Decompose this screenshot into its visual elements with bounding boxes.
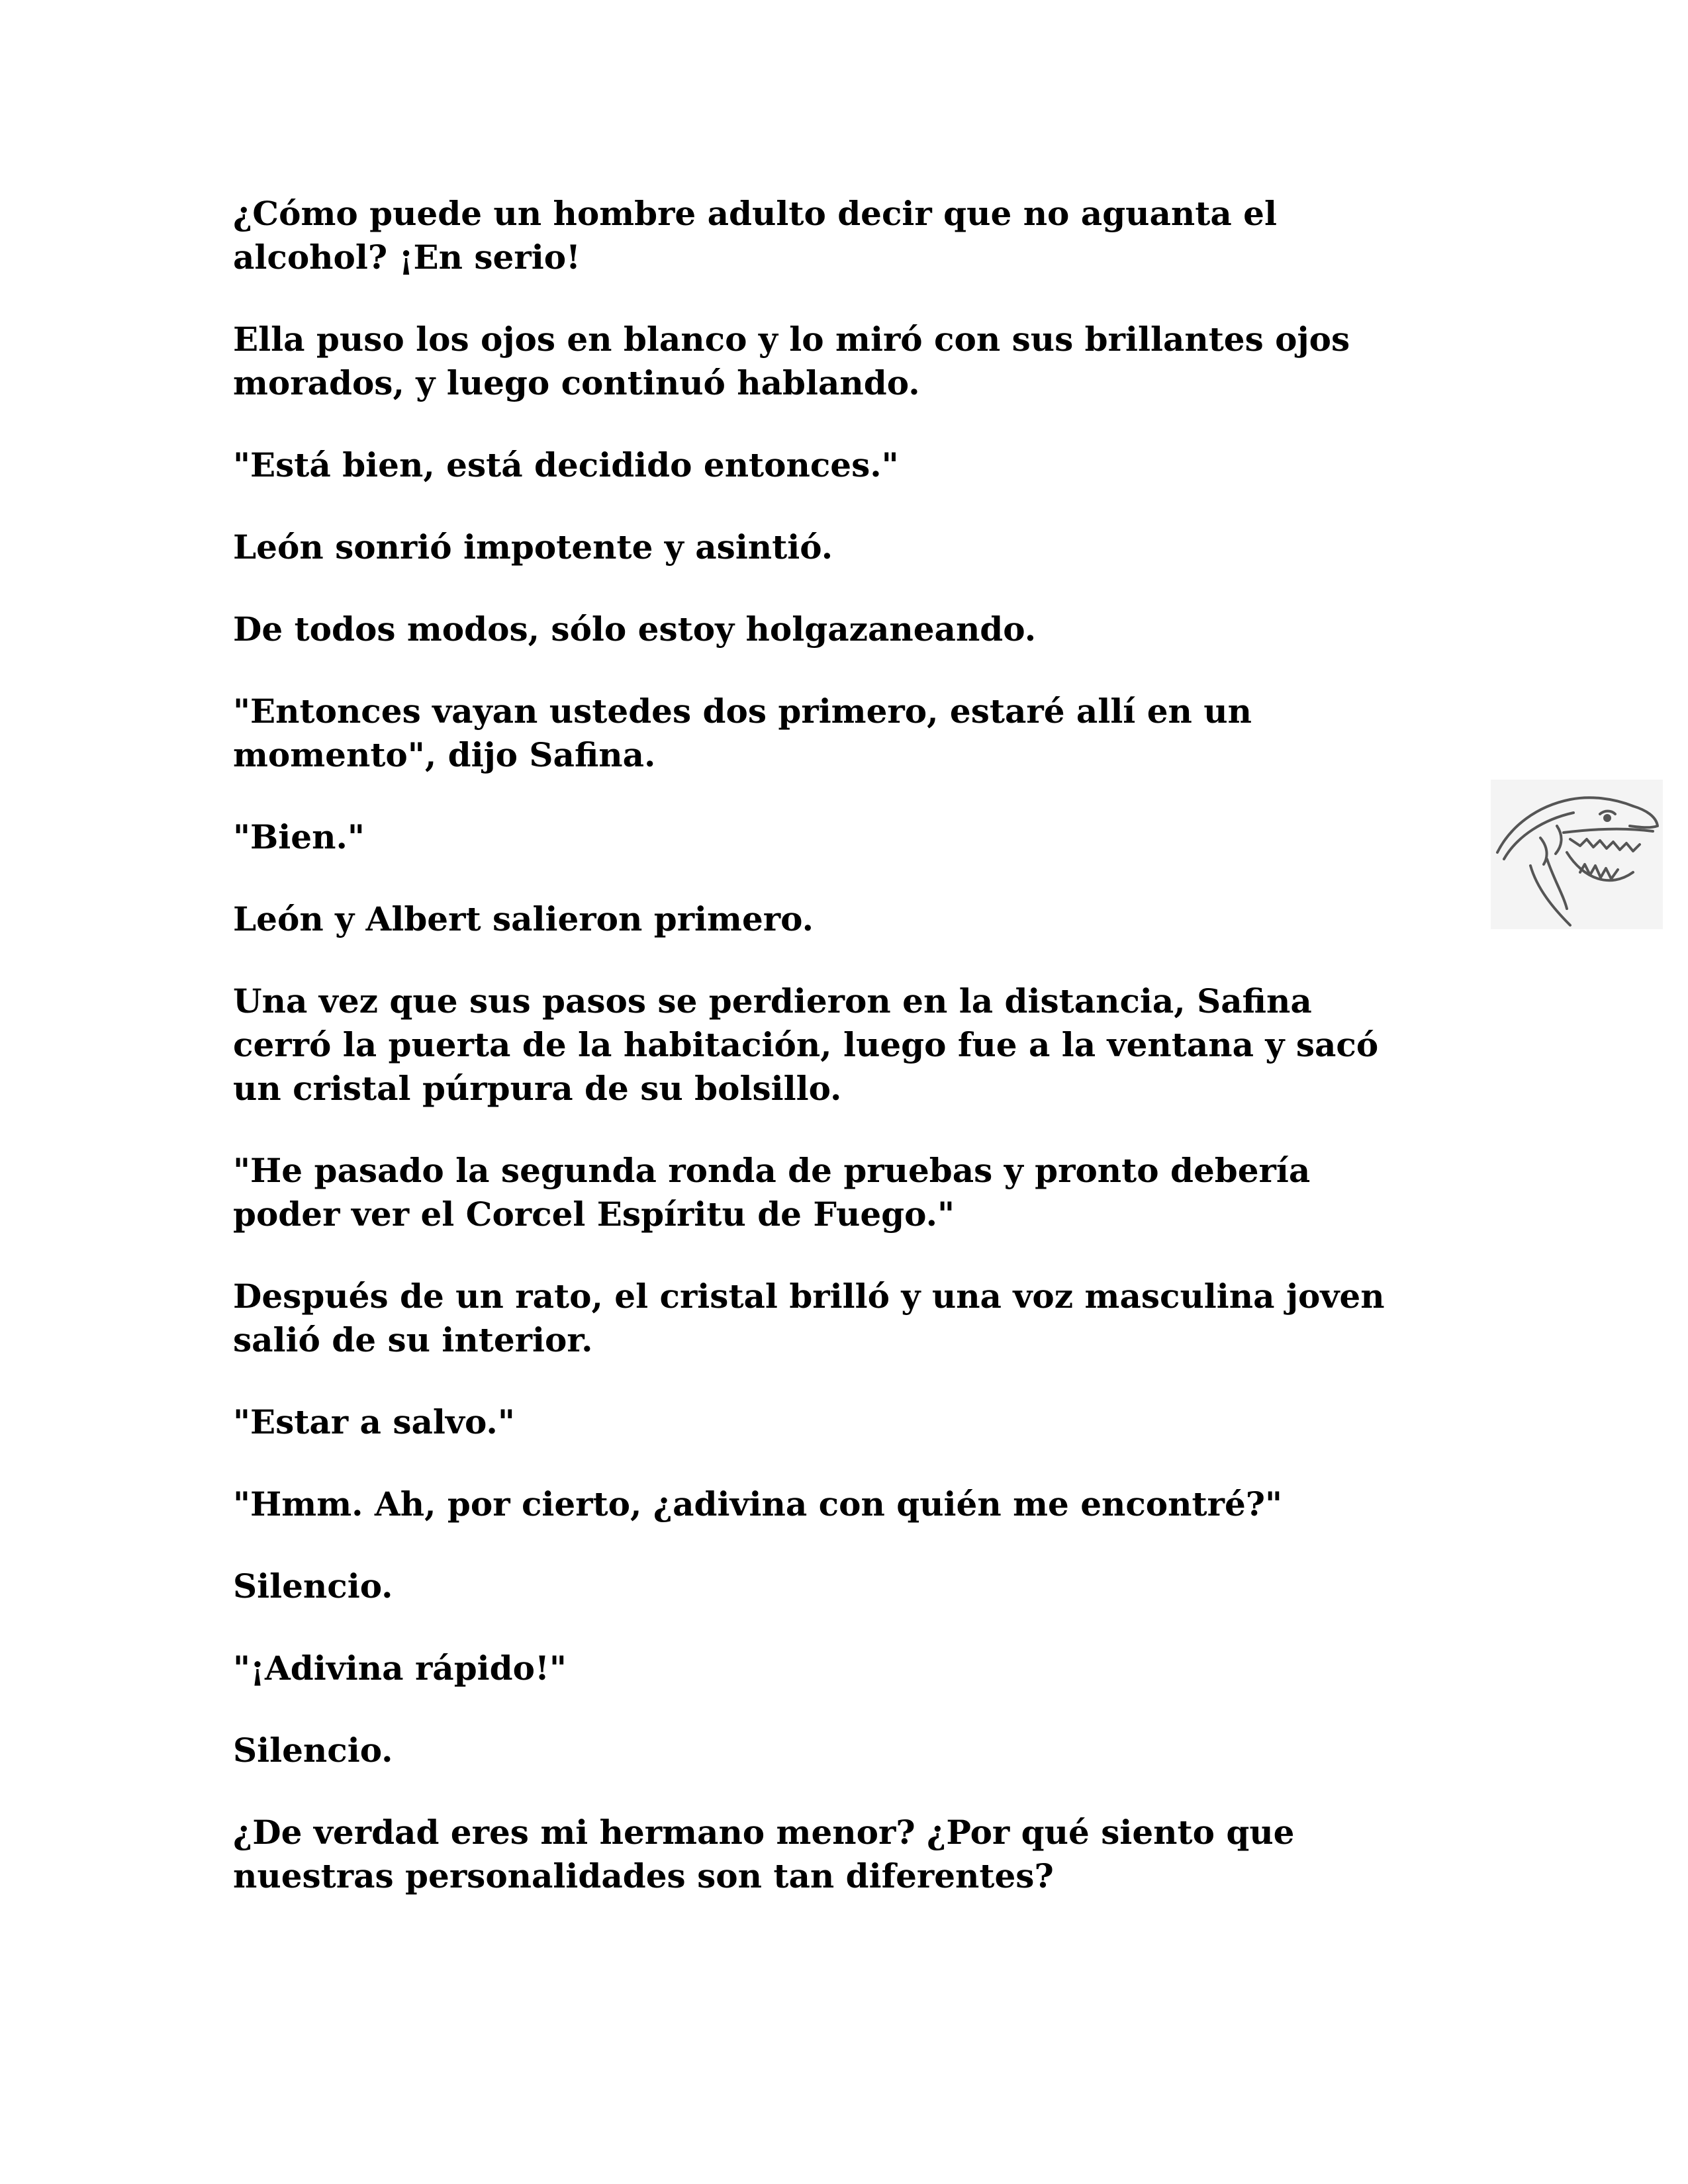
paragraph-3: "Está bien, está decidido entonces."	[233, 445, 899, 484]
paragraph-16: Silencio.	[233, 1731, 393, 1770]
paragraph-15: "¡Adivina rápido!"	[233, 1649, 567, 1688]
paragraph-14: Silencio.	[233, 1567, 393, 1606]
paragraph-8: León y Albert salieron primero.	[233, 899, 814, 938]
paragraph-12: "Estar a salvo."	[233, 1402, 515, 1441]
paragraph-9: Una vez que sus pasos se perdieron en la distancia, Safina cerró la puerta de la habitación, luego fue a la ventana y sacó un cristal púrpura de su bolsillo.	[233, 981, 1379, 1108]
paragraph-13: "Hmm. Ah, por cierto, ¿adivina con quién me encontré?"	[233, 1484, 1283, 1524]
paragraph-1: ¿Cómo puede un hombre adulto decir que no aguanta el alcohol? ¡En serio!	[233, 194, 1277, 277]
paragraph-6: "Entonces vayan ustedes dos primero, estaré allí en un momento", dijo Safina.	[233, 692, 1252, 774]
paragraph-17: ¿De verdad eres mi hermano menor? ¿Por qué siento que nuestras personalidades son tan diferentes?	[233, 1813, 1295, 1895]
paragraph-7: "Bien."	[233, 817, 365, 856]
paragraph-11: Después de un rato, el cristal brilló y una voz masculina joven salió de su interior.	[233, 1277, 1385, 1359]
body-text	[233, 192, 1491, 1936]
dinosaur-head-icon	[1491, 780, 1663, 929]
paragraph-5: De todos modos, sólo estoy holgazaneando.	[233, 610, 1037, 649]
paragraph-2: Ella puso los ojos en blanco y lo miró con sus brillantes ojos morados, y luego continuó hablando.	[233, 320, 1350, 402]
paragraph-10: "He pasado la segunda ronda de pruebas y pronto debería poder ver el Corcel Espíritu de Fuego."	[233, 1151, 1311, 1234]
paragraph-4: León sonrió impotente y asintió.	[233, 527, 833, 567]
